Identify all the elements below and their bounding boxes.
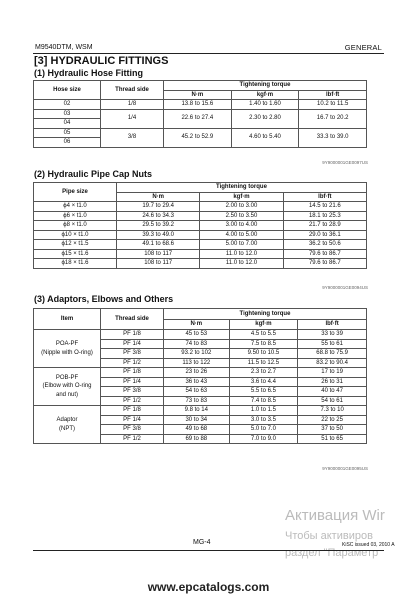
table-cell: 2.3 to 2.7 — [229, 368, 298, 378]
table-row — [34, 406, 367, 416]
footer-rule — [33, 550, 384, 551]
table-cell: 69 to 88 — [164, 434, 230, 444]
table-cell: 7.4 to 8.5 — [229, 396, 298, 406]
table-cell: 33.3 to 39.0 — [299, 128, 367, 147]
table-cell: 7.5 to 8.5 — [229, 339, 298, 349]
table-cell: 16.7 to 20.2 — [299, 109, 367, 128]
table-cell: 4.5 to 5.5 — [229, 330, 298, 340]
table-cell: 9.50 to 10.5 — [229, 349, 298, 359]
pipe-torque-header: Tightening torque — [117, 183, 367, 193]
table-cell: 54 to 61 — [298, 396, 367, 406]
table-cell: 2.30 to 2.80 — [231, 109, 299, 128]
item-header: Item — [34, 309, 101, 330]
table-cell: 45 to 53 — [164, 330, 230, 340]
table-cell: PF 1/2 — [101, 358, 164, 368]
page-title: [3] HYDRAULIC FITTINGS — [34, 55, 169, 67]
table-cell: 23 to 26 — [164, 368, 230, 378]
table-row — [34, 368, 367, 378]
table-cell: 06 — [34, 138, 101, 148]
adaptors-ref-code: 9Y9000001GE0095US — [322, 466, 368, 471]
table-row — [34, 221, 367, 231]
table-row — [34, 230, 367, 240]
table-cell: 03 — [34, 109, 101, 119]
activation-watermark-title: Активация Wir — [285, 507, 385, 524]
table-cell: 33 to 39 — [298, 330, 367, 340]
table-row — [34, 330, 367, 340]
table-row — [34, 211, 367, 221]
unit-nm: N·m — [164, 90, 232, 100]
pipe-heading: (2) Hydraulic Pipe Cap Nuts — [34, 169, 153, 179]
table-cell: PF 1/4 — [101, 377, 164, 387]
table-cell: 36 to 43 — [164, 377, 230, 387]
table-cell: PF 3/8 — [101, 425, 164, 435]
activation-watermark-line: Чтобы активиров — [285, 530, 373, 542]
table-row — [34, 100, 367, 110]
unit-lbfft: lbf·ft — [299, 90, 367, 100]
table-cell: 26 to 31 — [298, 377, 367, 387]
table-cell: 74 to 83 — [164, 339, 230, 349]
table-cell: 11.0 to 12.0 — [200, 259, 283, 269]
table-cell: 5.00 to 7.00 — [200, 240, 283, 250]
pipe-ref-code: 9Y9000001GE0094US — [322, 285, 368, 290]
table-cell: PF 1/8 — [101, 330, 164, 340]
item-cell — [34, 406, 101, 444]
table-cell: 108 to 117 — [117, 249, 200, 259]
table-cell: 68.8 to 75.9 — [298, 349, 367, 359]
item-label-line: and nut) — [55, 391, 79, 398]
table-row — [34, 202, 367, 212]
activation-watermark-line: раздел "Параметр — [285, 547, 379, 559]
table-cell: 11.5 to 12.5 — [229, 358, 298, 368]
table-cell: 7.0 to 9.0 — [229, 434, 298, 444]
table-cell: 24.6 to 34.3 — [117, 211, 200, 221]
table-cell: 39.3 to 49.0 — [117, 230, 200, 240]
table-cell: ϕ8 × t1.0 — [34, 221, 117, 231]
table-cell: ϕ15 × t1.6 — [34, 249, 117, 259]
table-cell: ϕ18 × t1.6 — [34, 259, 117, 269]
table-cell: 10.2 to 11.5 — [299, 100, 367, 110]
table-cell: 49 to 68 — [164, 425, 230, 435]
header-rule — [33, 53, 384, 54]
table-cell: PF 1/8 — [101, 368, 164, 378]
table-cell: 40 to 47 — [298, 387, 367, 397]
hose-fitting-table — [33, 80, 367, 148]
adaptor-torque-header: Tightening torque — [164, 309, 367, 320]
table-cell: 29.0 to 36.1 — [283, 230, 366, 240]
table-cell: 21.7 to 28.9 — [283, 221, 366, 231]
table-cell: 30 to 34 — [164, 415, 230, 425]
unit-nm: N·m — [117, 192, 200, 202]
issue-note: KiSC issued 03, 2010 A — [342, 542, 395, 548]
table-cell: 4.60 to 5.40 — [231, 128, 299, 147]
pipe-cap-nut-table — [33, 182, 367, 269]
table-row — [34, 259, 367, 269]
pipe-table-body — [34, 202, 367, 269]
table-cell: 17 to 19 — [298, 368, 367, 378]
table-cell: 05 — [34, 128, 101, 138]
table-cell: 79.6 to 86.7 — [283, 249, 366, 259]
item-label-line: Adaptor — [56, 417, 78, 423]
adaptor-thread-header: Thread side — [101, 309, 164, 330]
hose-torque-header: Tightening torque — [164, 81, 367, 91]
table-cell: 4.00 to 5.00 — [200, 230, 283, 240]
table-cell: 11.0 to 12.0 — [200, 249, 283, 259]
table-cell: PF 1/4 — [101, 415, 164, 425]
item-cell — [34, 368, 101, 406]
unit-kgfm: kgf·m — [231, 90, 299, 100]
table-cell: 83.2 to 90.4 — [298, 358, 367, 368]
table-cell: 04 — [34, 119, 101, 129]
item-label-line: POA-PF — [55, 341, 79, 347]
item-label-line: (Nipple with O-ring) — [41, 349, 93, 356]
table-cell: 14.5 to 21.6 — [283, 202, 366, 212]
item-label-line: (Elbow with O-ring — [42, 383, 92, 390]
unit-lbfft: lbf·ft — [298, 319, 367, 330]
table-cell: PF 1/4 — [101, 339, 164, 349]
table-cell: ϕ12 × t1.5 — [34, 240, 117, 250]
table-cell: 5.5 to 6.5 — [229, 387, 298, 397]
table-cell: 5.0 to 7.0 — [229, 425, 298, 435]
table-cell: 37 to 50 — [298, 425, 367, 435]
table-cell: 7.3 to 10 — [298, 406, 367, 416]
unit-kgfm: kgf·m — [200, 192, 283, 202]
table-cell: 113 to 122 — [164, 358, 230, 368]
table-cell: 2.50 to 3.50 — [200, 211, 283, 221]
page-number: MG-4 — [193, 539, 211, 546]
table-cell: 36.2 to 50.6 — [283, 240, 366, 250]
table-cell: 3.6 to 4.4 — [229, 377, 298, 387]
table-cell: 22.6 to 27.4 — [164, 109, 232, 128]
table-cell: PF 1/8 — [101, 406, 164, 416]
unit-lbfft: lbf·ft — [283, 192, 366, 202]
hose-heading: (1) Hydraulic Hose Fitting — [34, 68, 144, 78]
adaptors-table-body — [34, 330, 367, 444]
table-cell: PF 1/2 — [101, 434, 164, 444]
table-row — [34, 128, 367, 138]
table-cell: 29.5 to 39.2 — [117, 221, 200, 231]
table-cell: 51 to 65 — [298, 434, 367, 444]
table-cell: 55 to 61 — [298, 339, 367, 349]
table-row — [34, 249, 367, 259]
item-label-line: POB-PF — [55, 374, 79, 381]
hose-thread-header: Thread side — [101, 81, 164, 100]
table-cell: 3.00 to 4.00 — [200, 221, 283, 231]
hose-table-body — [34, 100, 367, 148]
table-cell: 1.0 to 1.5 — [229, 406, 298, 416]
table-cell: ϕ10 × t1.0 — [34, 230, 117, 240]
pipe-size-header: Pipe size — [34, 183, 117, 202]
site-link[interactable]: www.epcatalogs.com — [147, 580, 270, 594]
table-cell: 73 to 83 — [164, 396, 230, 406]
table-cell: 49.1 to 68.6 — [117, 240, 200, 250]
item-cell — [34, 330, 101, 368]
table-row — [34, 240, 367, 250]
table-cell: PF 1/2 — [101, 396, 164, 406]
header-section: GENERAL — [344, 43, 382, 52]
table-cell: 9.8 to 14 — [164, 406, 230, 416]
table-cell: 93.2 to 102 — [164, 349, 230, 359]
item-label-line: (NPT) — [59, 425, 75, 432]
table-cell: 3/8 — [101, 128, 164, 147]
table-cell: 18.1 to 25.3 — [283, 211, 366, 221]
table-cell: 1.40 to 1.60 — [231, 100, 299, 110]
table-row — [34, 109, 367, 119]
hose-size-header: Hose size — [34, 81, 101, 100]
table-cell: 13.8 to 15.6 — [164, 100, 232, 110]
table-cell: 02 — [34, 100, 101, 110]
table-cell: 1/4 — [101, 109, 164, 128]
table-cell: 45.2 to 52.9 — [164, 128, 232, 147]
table-cell: 22 to 25 — [298, 415, 367, 425]
unit-kgfm: kgf·m — [229, 319, 298, 330]
table-cell: 79.6 to 86.7 — [283, 259, 366, 269]
table-cell: ϕ6 × t1.0 — [34, 211, 117, 221]
table-cell: PF 3/8 — [101, 349, 164, 359]
header-model: M9540DTM, WSM — [35, 44, 93, 51]
table-cell: 19.7 to 29.4 — [117, 202, 200, 212]
table-cell: 2.00 to 3.00 — [200, 202, 283, 212]
table-cell: ϕ4 × t1.0 — [34, 202, 117, 212]
hose-ref-code: 9Y9000001GE0097US — [322, 160, 368, 165]
table-cell: 1/8 — [101, 100, 164, 110]
table-cell: 54 to 63 — [164, 387, 230, 397]
unit-nm: N·m — [164, 319, 230, 330]
adaptors-heading: (3) Adaptors, Elbows and Others — [34, 294, 174, 304]
table-cell: PF 3/8 — [101, 387, 164, 397]
adaptors-table — [33, 308, 367, 444]
table-cell: 3.0 to 3.5 — [229, 415, 298, 425]
table-cell: 108 to 117 — [117, 259, 200, 269]
